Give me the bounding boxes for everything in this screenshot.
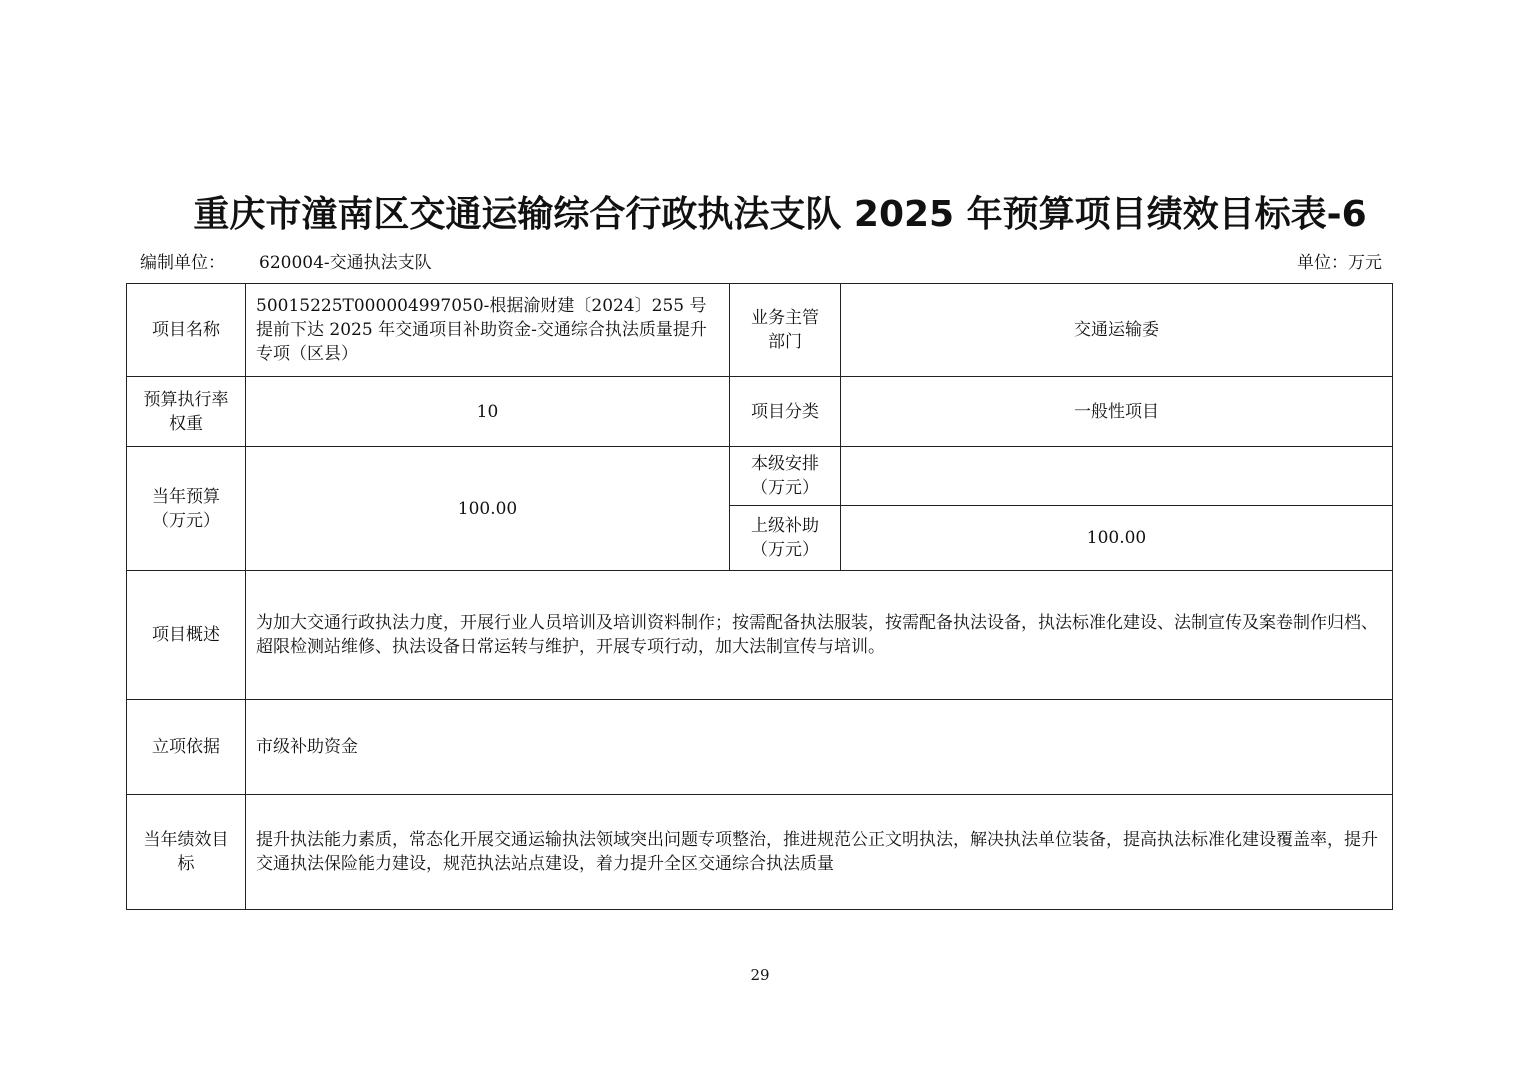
superior-value: 100.00 — [841, 506, 1393, 571]
table-row — [127, 447, 1393, 506]
basis-value: 市级补助资金 — [246, 700, 1393, 795]
goal-value: 提升执法能力素质，常态化开展交通运输执法领域突出问题专项整治，推进规范公正文明执法，解决执法单位装备，提高执法标准化建设覆盖率，提升交通执法保险能力建设，规范执法站点建设，着力提升全区交通综合执法质量 — [246, 795, 1393, 910]
performance-target-table — [126, 283, 1393, 910]
prepared-by-label: 编制单位： — [140, 253, 225, 273]
project-name-label: 项目名称 — [127, 284, 246, 377]
table-row — [127, 795, 1393, 910]
overview-value: 为加大交通行政执法力度，开展行业人员培训及培训资料制作；按需配备执法服装，按需配备执法设备，执法标准化建设、法制宣传及案卷制作归档、超限检测站维修、执法设备日常运转与维护，开展专项行动，加大法制宣传与培训。 — [246, 571, 1393, 700]
project-name-value: 50015225T000004997050-根据渝财建〔2024〕255 号提前下达 2025 年交通项目补助资金-交通综合执法质量提升专项（区县） — [246, 284, 730, 377]
dept-value: 交通运输委 — [841, 284, 1393, 377]
weight-label: 预算执行率权重 — [127, 377, 246, 447]
overview-label: 项目概述 — [127, 571, 246, 700]
basis-label: 立项依据 — [127, 700, 246, 795]
table-row — [127, 377, 1393, 447]
goal-label: 当年绩效目标 — [127, 795, 246, 910]
weight-value: 10 — [246, 377, 730, 447]
table-row — [127, 284, 1393, 377]
superior-label: 上级补助（万元） — [730, 506, 841, 571]
category-label: 项目分类 — [730, 377, 841, 447]
table-row — [127, 571, 1393, 700]
prepared-by — [140, 248, 432, 273]
local-label: 本级安排（万元） — [730, 447, 841, 506]
page-number: 29 — [750, 966, 770, 984]
dept-label: 业务主管部门 — [730, 284, 841, 377]
prepared-by-value: 620004-交通执法支队 — [259, 253, 432, 273]
category-value: 一般性项目 — [841, 377, 1393, 447]
budget-label: 当年预算（万元） — [127, 447, 246, 571]
currency-unit: 单位：万元 — [1297, 253, 1382, 273]
local-value — [841, 447, 1393, 506]
page-title: 重庆市潼南区交通运输综合行政执法支队 2025 年预算项目绩效目标表-6 — [193, 194, 1367, 235]
budget-value: 100.00 — [246, 447, 730, 571]
table-row — [127, 700, 1393, 795]
